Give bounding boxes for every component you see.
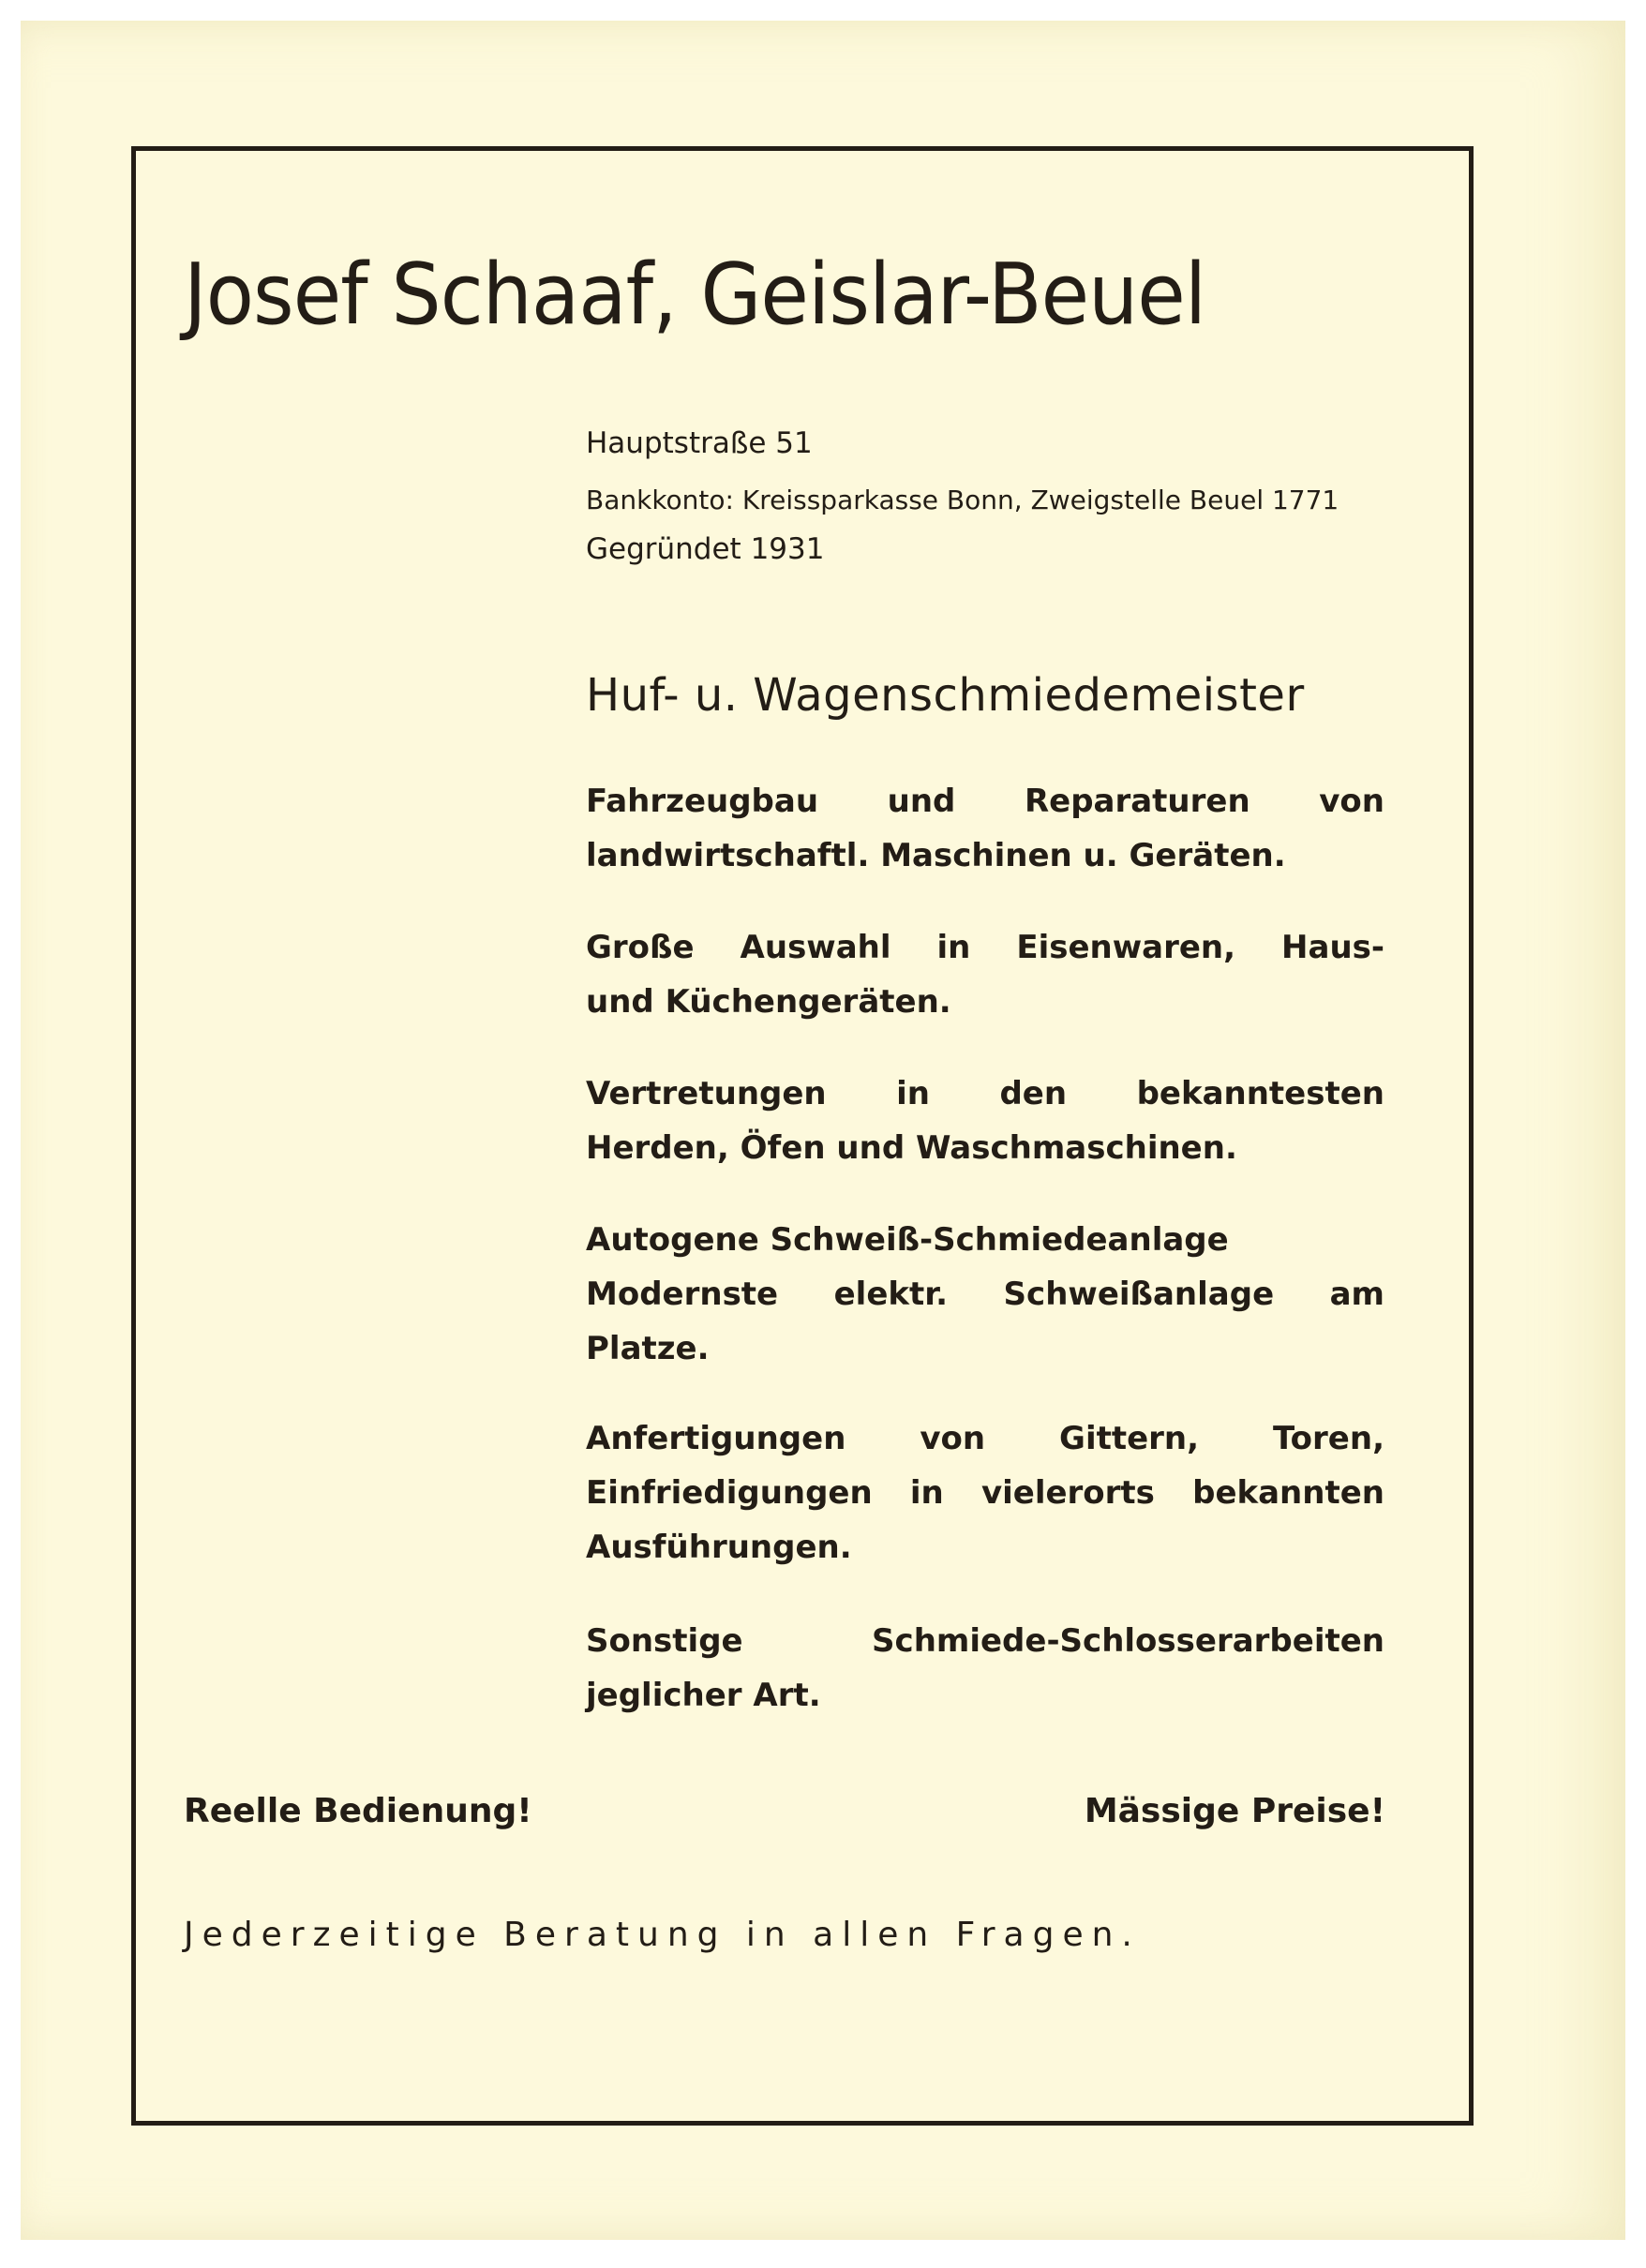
service-line: Einfriedigungen in vielerorts bekannten [586, 1474, 1384, 1512]
service-line: Ausführungen. [586, 1529, 852, 1566]
company-name: Josef Schaaf, Geislar-Beuel [184, 246, 1206, 344]
service-line: Autogene Schweiß-Schmiedeanlage [586, 1221, 1229, 1259]
service-line: Sonstige Schmiede-Schlosserarbeiten [586, 1622, 1384, 1660]
service-other-work [586, 1614, 1384, 1723]
slogan-service: Reelle Bedienung! [184, 1792, 532, 1830]
service-line: landwirtschaftl. Maschinen u. Geräten. [586, 837, 1286, 874]
service-line: Fahrzeugbau und Reparaturen von [586, 783, 1384, 820]
service-vehicle-construction [586, 774, 1384, 883]
bank-account: Bankkonto: Kreissparkasse Bonn, Zweigstelle Beuel 1771 [586, 485, 1339, 515]
service-line: und Küchengeräten. [586, 983, 951, 1021]
service-line: Große Auswahl in Eisenwaren, Haus- [586, 929, 1384, 966]
service-line: Vertretungen in den bekanntesten [586, 1075, 1384, 1112]
service-line: jeglicher Art. [586, 1677, 821, 1714]
service-line: Anfertigungen von Gittern, Toren, [586, 1420, 1384, 1457]
advice-line: Jederzeitige Beratung in allen Fragen. [184, 1916, 1141, 1954]
service-welding [586, 1213, 1384, 1376]
service-line: Herden, Öfen und Waschmaschinen. [586, 1129, 1237, 1167]
slogan-prices: Mässige Preise! [1084, 1792, 1385, 1830]
service-hardware [586, 920, 1384, 1029]
service-line: Modernste elektr. Schweißanlage am [586, 1276, 1384, 1313]
service-representations [586, 1067, 1384, 1175]
founded-date: Gegründet 1931 [586, 532, 825, 566]
address: Hauptstraße 51 [586, 426, 813, 460]
trade-title: Huf- u. Wagenschmiedemeister [586, 669, 1305, 722]
service-fabrication [586, 1411, 1384, 1574]
service-line: Platze. [586, 1330, 710, 1367]
